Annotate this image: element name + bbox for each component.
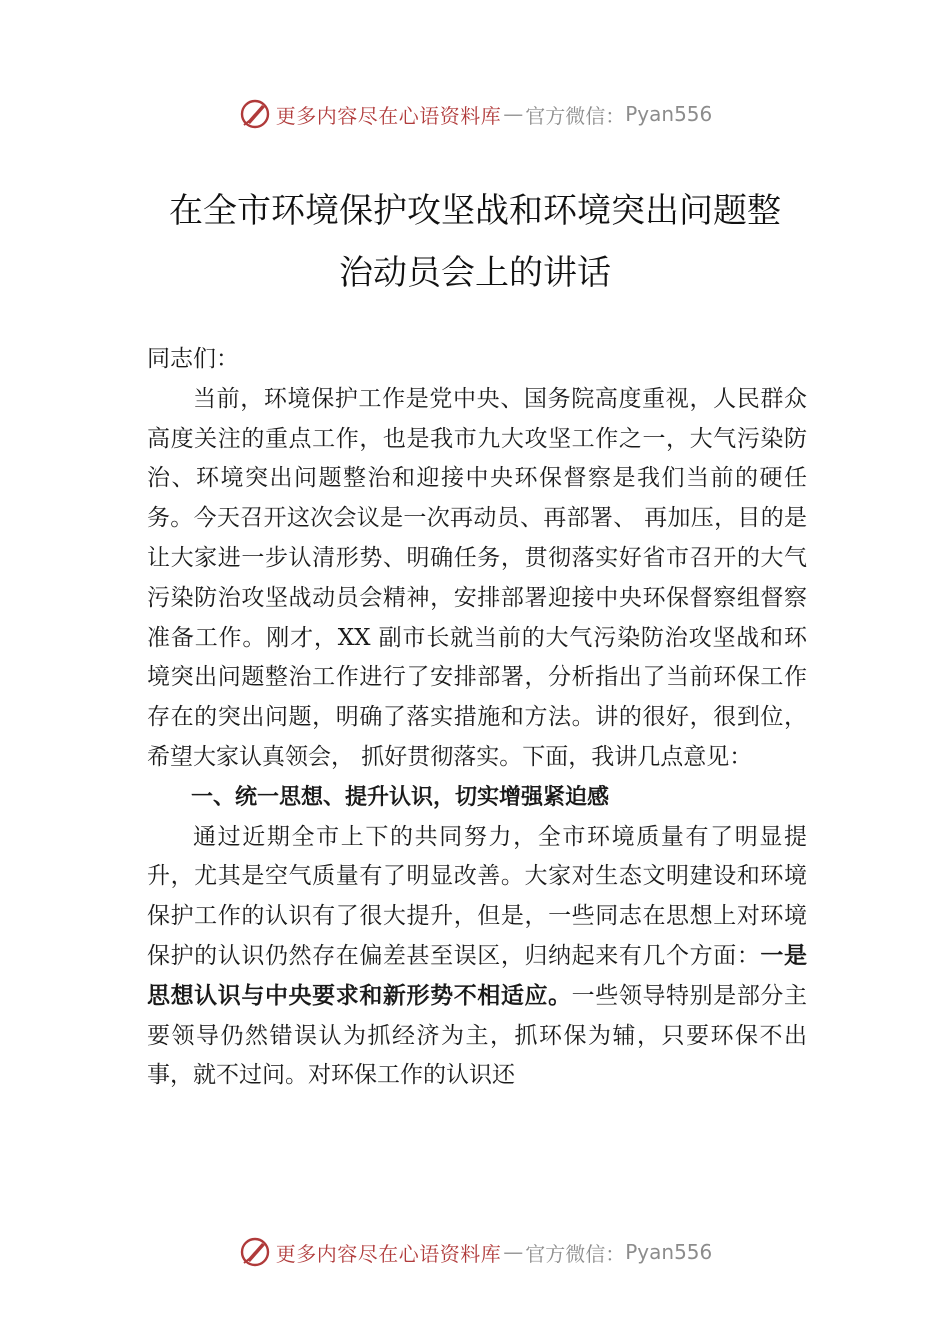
watermark-header	[0, 94, 950, 134]
document-title	[0, 180, 950, 304]
title-line-2: 治动员会上的讲话	[339, 253, 611, 293]
quill-seal-icon	[238, 1235, 272, 1269]
watermark-channel-text: 官方微信：	[525, 1241, 626, 1266]
document-body	[147, 340, 807, 1096]
salutation: 同志们：	[147, 346, 239, 372]
watermark-brand-text: 更多内容尽在心语资料库	[275, 103, 502, 128]
paragraph-2	[147, 818, 807, 1097]
paragraph-1: 当前，环境保护工作是党中央、国务院高度重视，人民群众高度关注的重点工作，也是我市九大攻坚工作之一，大气污染防治、环境突出问题整治和迎接中央环保督察是我们当前的硬任务。今天召开这次会议是一次再动员、再部署、 再加压，目的是让大家进一步认清形势、明确任务，贯彻落实好省市召开的大气污染防治攻坚战动员会精神，安排部署迎接中央环保督察组督察准备工作。刚才，XX 副市长就当前的大气污染防治攻坚战和环境突出问题整治工作进行了安排部署，分析指出了当前环保工作存在的突出问题，明确了落实措施和方法。讲的很好，很到位，希望大家认真领会， 抓好贯彻落实。下面，我讲几点意见：	[147, 385, 807, 770]
watermark-wechat-id: Pyan556	[625, 102, 713, 126]
section-heading-1: 一、统一思想、提升认识，切实增强紧迫感	[191, 784, 610, 810]
quill-seal-icon	[238, 97, 272, 131]
paragraph-2-start: 通过近期全市上下的共同努力，全市环境质量有了明显提升，尤其是空气质量有了明显改善。大家对生态文明建设和环境保护工作的认识有了很大提升，但是，一些同志在思想上对环境保护的认识仍然存在偏差甚至误区，归纳起来有几个方面：	[147, 823, 807, 969]
watermark-wechat-id: Pyan556	[625, 1240, 713, 1264]
watermark-brand-text: 更多内容尽在心语资料库	[275, 1241, 502, 1266]
paragraph-2-end: 一些领导特别是部分主要领导仍然错误认为抓经济为主，抓环保为辅，只要环保不出事，就不过问。对环保工作的认识还	[147, 982, 808, 1089]
paragraph-2-bold: 一是思想认识与中央要求和新形势不相适应。	[147, 942, 808, 1009]
watermark-separator: —	[503, 102, 524, 126]
title-line-1: 在全市环境保护攻坚战和环境突出问题整	[169, 191, 781, 231]
watermark-channel-text: 官方微信：	[525, 103, 626, 128]
watermark-footer	[0, 1232, 950, 1272]
watermark-separator: —	[503, 1240, 524, 1264]
